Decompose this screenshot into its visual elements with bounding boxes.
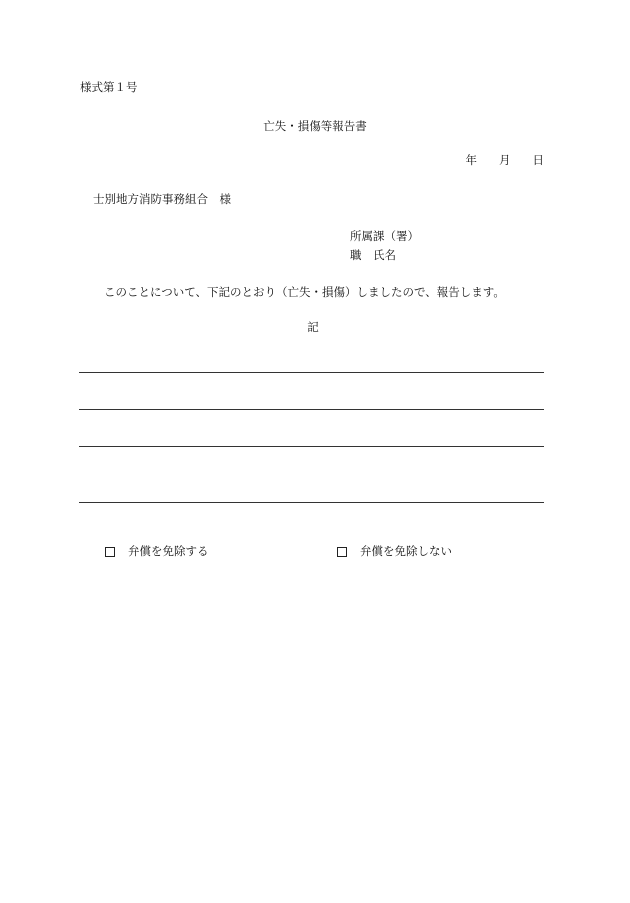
option-not-exempt[interactable] xyxy=(337,546,452,558)
affiliation-label: 所属課（署） xyxy=(350,229,419,243)
date-day: 日 xyxy=(532,153,544,167)
option-not-exempt-label: 弁償を免除しない xyxy=(360,544,452,558)
form-number: 様式第１号 xyxy=(80,80,138,94)
date-month: 月 xyxy=(499,153,511,167)
body-text: このことについて、下記のとおり（亡失・損傷）しましたので、報告します。 xyxy=(104,285,505,299)
date-line xyxy=(466,155,545,167)
checkbox-exempt[interactable] xyxy=(105,547,115,557)
recipient: 士別地方消防事務組合 様 xyxy=(93,192,231,206)
document-title: 亡失・損傷等報告書 xyxy=(263,119,367,133)
ki-heading: 記 xyxy=(307,320,319,334)
entry-line-3[interactable] xyxy=(79,446,544,447)
option-exempt[interactable] xyxy=(105,546,209,558)
position-name-label: 職 氏名 xyxy=(350,248,396,262)
entry-line-2[interactable] xyxy=(79,409,544,410)
checkbox-not-exempt[interactable] xyxy=(337,547,347,557)
option-exempt-label: 弁償を免除する xyxy=(128,544,209,558)
date-year: 年 xyxy=(465,153,477,167)
entry-line-1[interactable] xyxy=(79,372,544,373)
entry-line-4[interactable] xyxy=(79,502,544,503)
